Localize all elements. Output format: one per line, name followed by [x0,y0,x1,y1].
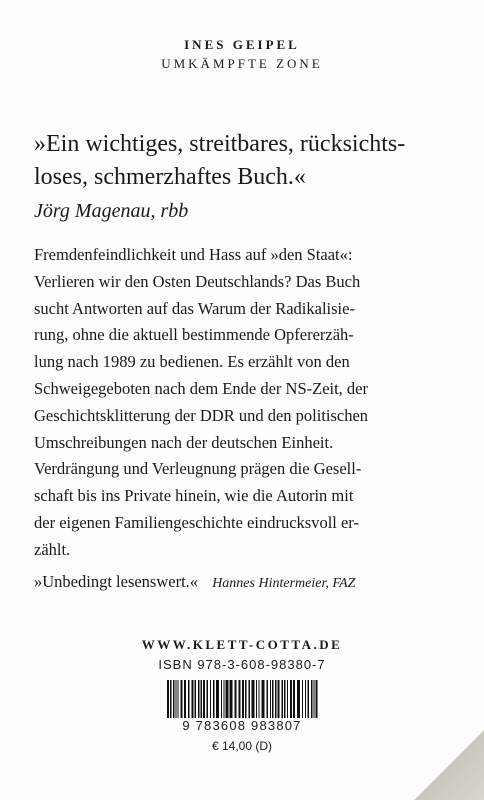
blurb-line: sucht Antworten auf das Warum der Radikalisie- [34,298,355,318]
quote-line: loses, schmerzhaftes Buch.« [34,164,306,190]
quote-source: Jörg Magenau, rbb [34,200,189,222]
review-text: »Unbedingt lesenswert.« [34,572,199,591]
cover-header [0,36,484,74]
blurb-line: Umschreibungen nach der deutschen Einheit. [34,432,334,452]
publisher-url: WWW.KLETT-COTTA.DE [141,637,343,652]
quote-text [34,128,454,194]
blurb-line: Schweigegeboten nach dem Ende der NS-Zeit, der [34,378,369,398]
price-label: € 14,00 (D) [211,739,273,753]
barcode-number: 9 783608 983807 [166,718,318,733]
blurb-line: der eigenen Familiengeschichte eindrucksvoll er- [34,512,359,532]
page-corner [414,730,484,800]
blurb-line: Geschichtsklitterung der DDR und den politischen [34,405,369,425]
blurb-line: Verlieren wir den Osten Deutschlands? Das Buch [34,271,361,291]
blurb-line: Fremdenfeindlichkeit und Hass auf »den Staat«: [34,245,353,264]
review-quote [34,570,464,596]
isbn-text: ISBN 978-3-608-98380-7 [158,657,326,672]
blurb-line: zählt. [34,539,71,559]
review-source: Hannes Hintermeier, FAZ [212,576,356,591]
blurb-line: schaft bis ins Private hinein, wie die Autorin mit [34,486,354,506]
blurb-line: Verdrängung und Verleugnung prägen die Gesell- [34,459,362,479]
book-title: UMKÄMPFTE ZONE [161,56,323,71]
quote-line: »Ein wichtiges, streitbares, rücksichts- [34,131,406,157]
author-name: INES GEIPEL [184,37,300,52]
featured-quote [34,128,454,226]
blurb-line: lung nach 1989 zu bedienen. Es erzählt von den [34,352,350,372]
blurb-text [34,242,454,564]
blurb-line: rung, ohne die aktuell bestimmende Opfererzäh- [34,325,354,345]
